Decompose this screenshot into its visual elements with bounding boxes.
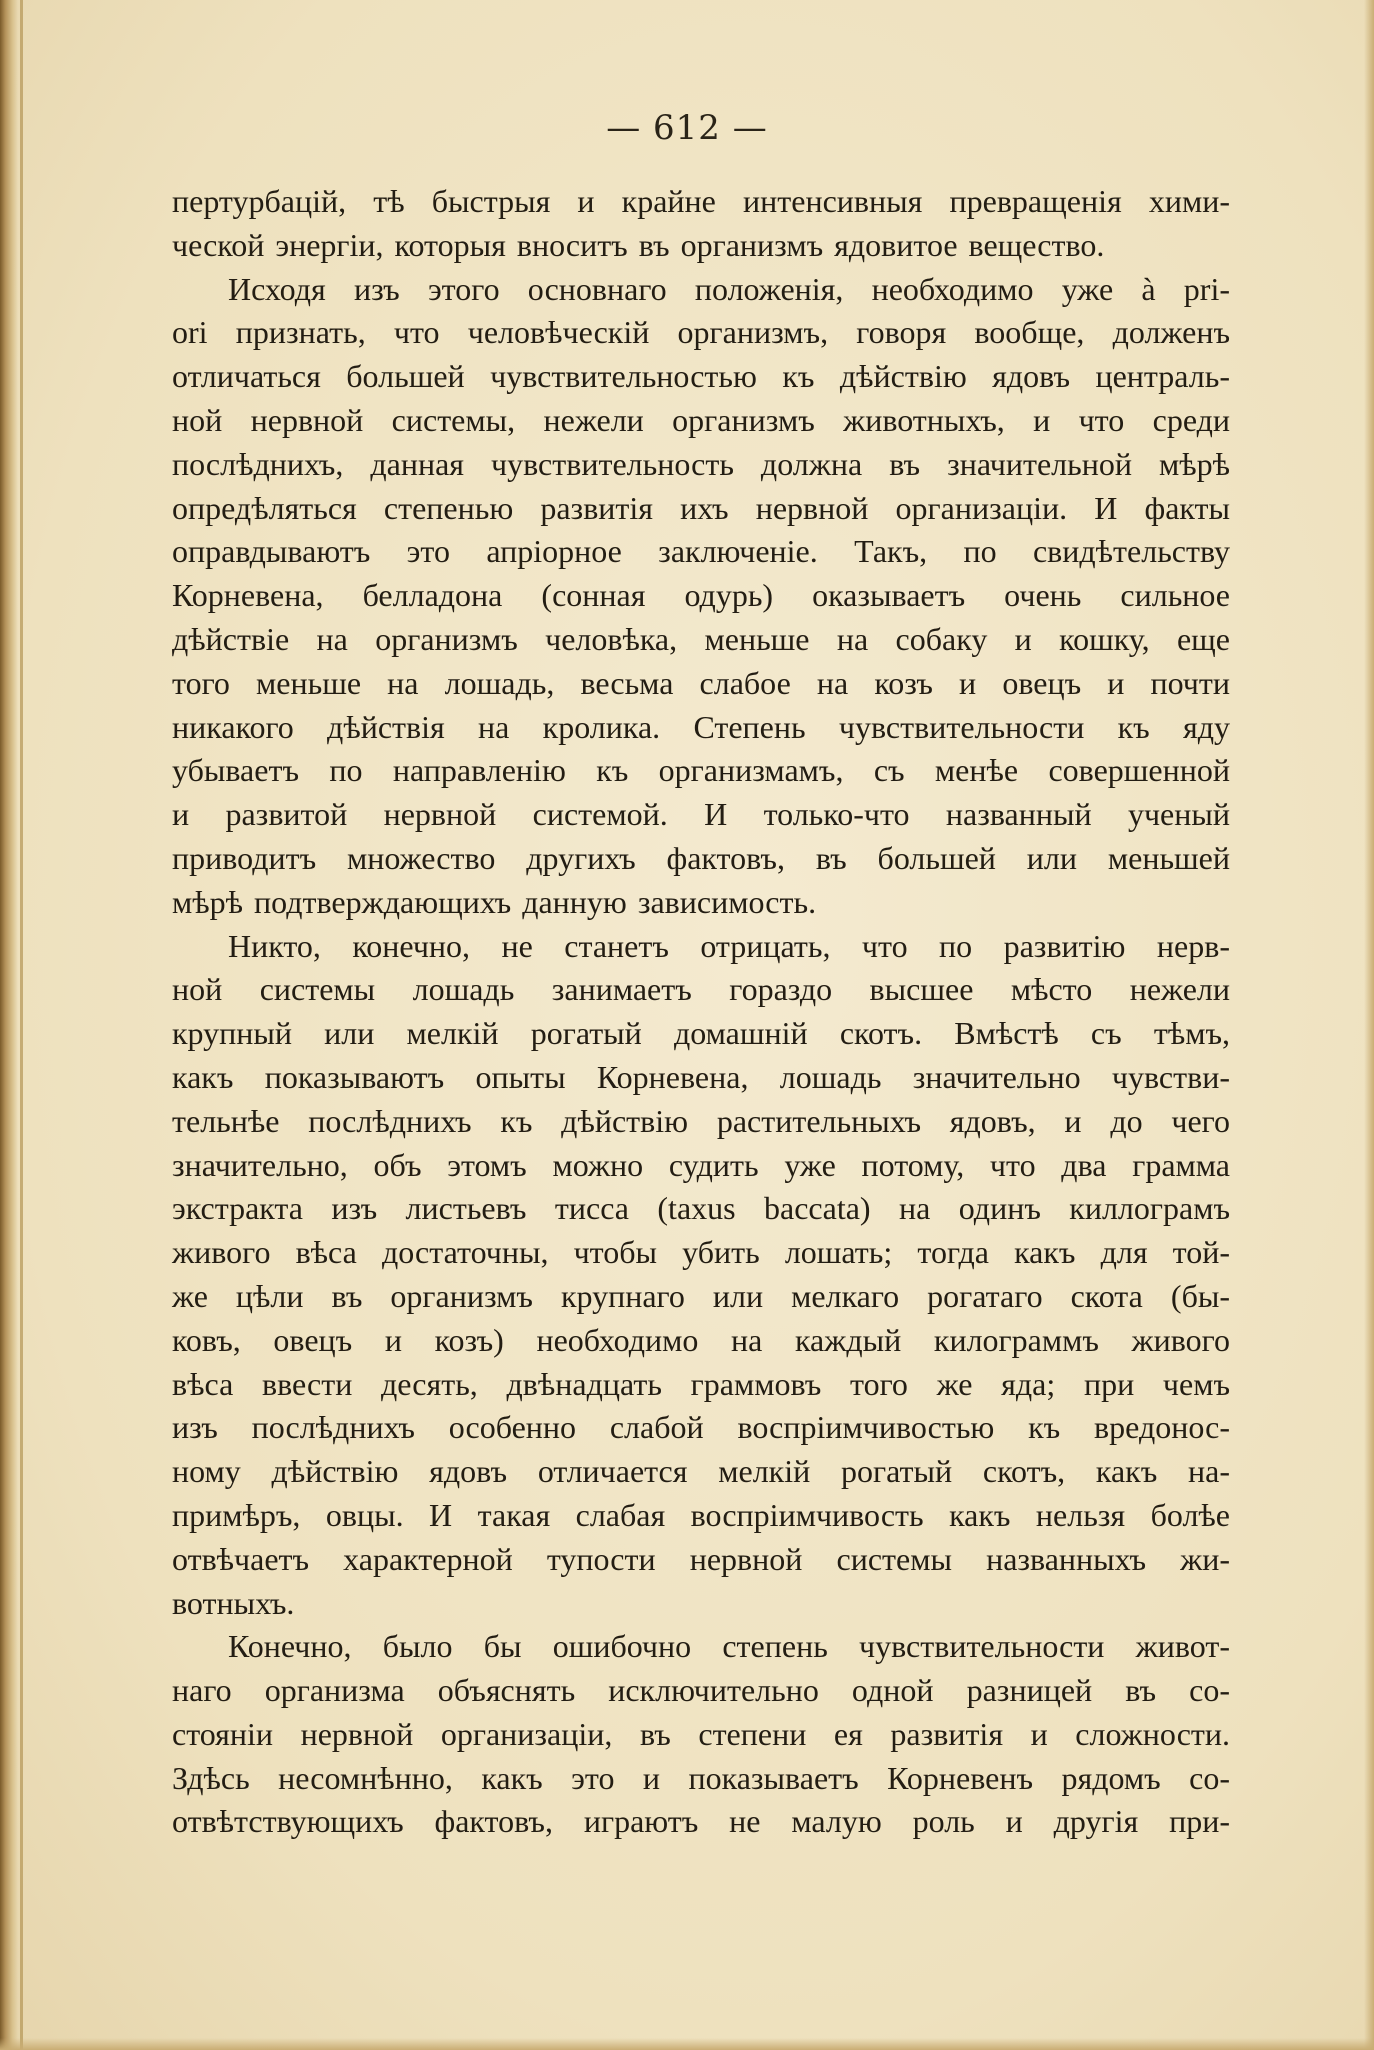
text-line: приводитъ множество другихъ фактовъ, въ большей или меньшей — [172, 839, 1230, 876]
text-line: оправдываютъ это апріорное заключеніе. Такъ, по свидѣтельству — [172, 533, 1230, 570]
text-line: никакого дѣйствія на кролика. Степень чувствительности къ яду — [172, 708, 1230, 745]
text-line: дѣйствіе на организмъ человѣка, меньше на собаку и кошку, еще — [172, 620, 1230, 657]
text-line: ному дѣйствію ядовъ отличается мелкій рогатый скотъ, какъ на- — [172, 1453, 1230, 1490]
text-line: наго организма объяснять исключительно одной разницей въ со- — [172, 1672, 1230, 1709]
text-line: экстракта изъ листьевъ тисса (taxus baccata) на одинъ киллограмъ — [172, 1190, 1230, 1227]
page-number: — 612 — — [606, 108, 768, 148]
text-line: послѣднихъ, данная чувствительность должна въ значительной мѣрѣ — [172, 445, 1230, 482]
text-line: какъ показываютъ опыты Корневена, лошадь значительно чувстви- — [172, 1058, 1230, 1095]
text-line: изъ послѣднихъ особенно слабой воспріимчивостью къ вредонос- — [172, 1409, 1230, 1446]
paragraph — [172, 180, 1230, 268]
text-line: Конечно, было бы ошибочно степень чувствительности живот- — [228, 1628, 1230, 1665]
text-line: отличаться большей чувствительностью къ дѣйствію ядовъ централь- — [172, 358, 1230, 395]
text-line: значительно, объ этомъ можно судить уже потому, что два грамма — [172, 1146, 1230, 1183]
text-line: живого вѣса достаточны, чтобы убить лошать; тогда какъ для той- — [172, 1234, 1230, 1271]
text-line: вѣса ввести десять, двѣнадцать граммовъ того же яда; при чемъ — [172, 1365, 1230, 1402]
text-line: убываетъ по направленію къ организмамъ, съ менѣе совершенной — [172, 752, 1230, 789]
text-line: мѣрѣ подтверждающихъ данную зависимость. — [172, 883, 817, 920]
text-line: отвѣчаетъ характерной тупости нервной системы названныхъ жи- — [172, 1540, 1230, 1577]
paragraph — [172, 925, 1230, 1626]
text-line: ческой энергіи, которыя вноситъ въ организмъ ядовитое вещество. — [172, 226, 1105, 263]
paragraph — [172, 1625, 1230, 1844]
text-line: ori признать, что человѣческій организмъ, говоря вообще, долженъ — [172, 314, 1230, 351]
text-line: же цѣли въ организмъ крупнаго или мелкаго рогатаго скота (бы- — [172, 1277, 1230, 1314]
binding-edge-line — [20, 0, 23, 2050]
text-line: пертурбацій, тѣ быстрыя и крайне интенсивныя превращенія хими- — [172, 183, 1230, 219]
text-line: Корневена, белладона (сонная одурь) оказываетъ очень сильное — [172, 577, 1230, 614]
text-line: крупный или мелкій рогатый домашній скотъ. Вмѣстѣ съ тѣмъ, — [172, 1015, 1230, 1052]
text-line: отвѣтствующихъ фактовъ, играютъ не малую роль и другія при- — [172, 1803, 1230, 1840]
page-edge-bottom — [0, 2038, 1374, 2050]
text-line: Здѣсь несомнѣнно, какъ это и показываетъ Корневенъ рядомъ со- — [172, 1759, 1230, 1796]
text-line: стояніи нервной организаціи, въ степени ея развитія и сложности. — [172, 1715, 1230, 1752]
text-line: ной системы лошадь занимаетъ гораздо высшее мѣсто нежели — [172, 971, 1230, 1008]
text-line: и развитой нервной системой. И только-что названный ученый — [172, 796, 1230, 833]
text-line: тельнѣе послѣднихъ къ дѣйствію растительныхъ ядовъ, и до чего — [172, 1102, 1230, 1139]
text-line: вотныхъ. — [172, 1584, 295, 1621]
text-line: ковъ, овецъ и козъ) необходимо на каждый килограммъ живого — [172, 1321, 1230, 1358]
text-line: опредѣляться степенью развитія ихъ нервной организаціи. И факты — [172, 489, 1230, 526]
binding-gutter — [0, 0, 18, 2050]
paragraph — [172, 268, 1230, 925]
text-line: Никто, конечно, не станетъ отрицать, что по развитію нерв- — [228, 927, 1230, 964]
page-edge-right — [1364, 0, 1374, 2050]
text-line: ной нервной системы, нежели организмъ животныхъ, и что среди — [172, 401, 1230, 438]
body-text — [172, 180, 1230, 1844]
text-line: примѣръ, овцы. И такая слабая воспріимчивость какъ нельзя болѣе — [172, 1496, 1230, 1533]
text-line: Исходя изъ этого основнаго положенія, необходимо уже à pri- — [228, 270, 1230, 307]
text-line: того меньше на лошадь, весьма слабое на козъ и овецъ и почти — [172, 664, 1230, 701]
